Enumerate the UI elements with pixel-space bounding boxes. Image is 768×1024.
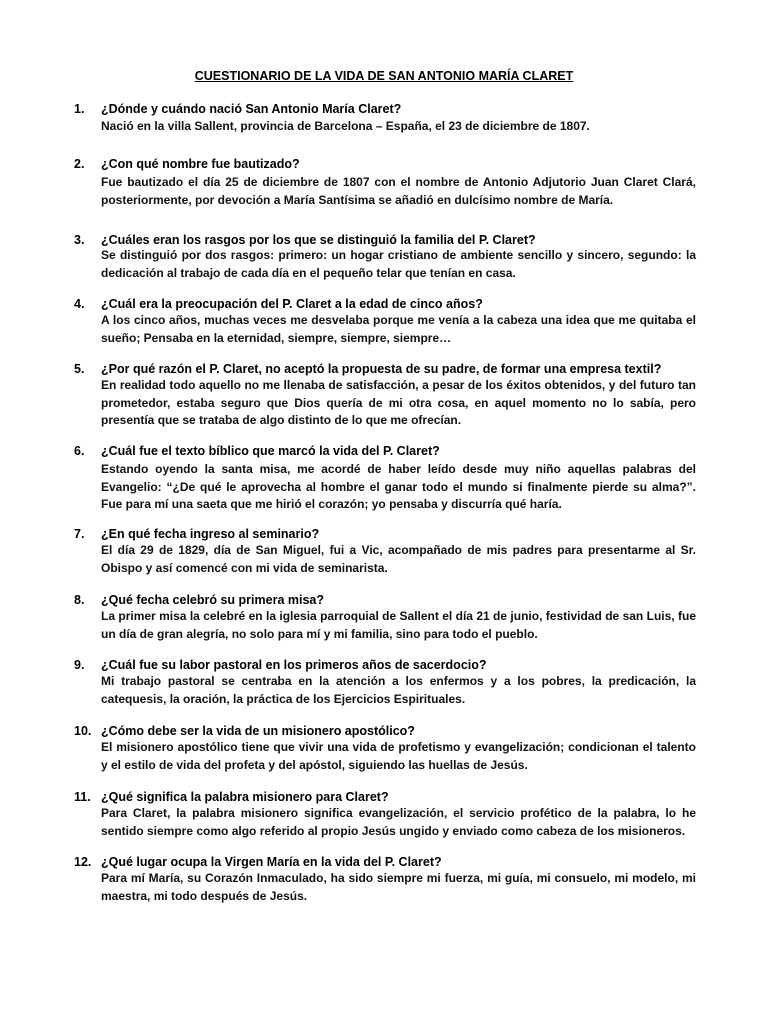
answer-text: La primer misa la celebré en la iglesia parroquial de Sallent el día 21 de junio, festividad de san Luis, fue un día de gran alegría, no solo para mí y mi familia, sino para todo el pueblo. [101,609,696,641]
question-number: 3. [74,233,85,247]
question-number: 8. [74,593,85,607]
question-text: ¿Qué lugar ocupa la Virgen María en la vida del P. Claret? [101,855,442,869]
answer-text: Nació en la villa Sallent, provincia de Barcelona – España, el 23 de diciembre de 1807. [101,119,590,133]
answer-text: Estando oyendo la santa misa, me acordé de haber leído desde muy niño aquellas palabras del Evangelio: “¿De qué le aprovecha al hombre el ganar todo el mundo si finalmente pierde su alma?”. Fue para mí una saeta que me hirió el corazón; yo pensaba y discurría qué haría. [101,462,696,512]
answer-text: Para mí María, su Corazón Inmaculado, ha sido siempre mi fuerza, mi guía, mi consuelo, mi modelo, mi maestra, mi todo después de Jesús. [101,871,696,903]
question-text: ¿Por qué razón el P. Claret, no aceptó la propuesta de su padre, de formar una empresa textil? [101,362,662,376]
answer-text: A los cinco años, muchas veces me desvelaba porque me venía a la cabeza una idea que me quitaba el sueño; Pensaba en la eternidad, siempre, siempre, siempre… [101,313,696,345]
question-text: ¿Qué significa la palabra misionero para Claret? [101,790,389,804]
question-number: 2. [74,157,85,171]
question-text: ¿Cuál era la preocupación del P. Claret a la edad de cinco años? [101,297,483,311]
answer-text: Fue bautizado el día 25 de diciembre de 1807 con el nombre de Antonio Adjutorio Juan Claret Clará, posteriormente, por devoción a María Santísima se añadió en dulcísimo nombre de María. [101,175,696,207]
question-number: 1. [74,102,85,116]
question-number: 9. [74,658,85,672]
question-text: ¿Cuál fue el texto bíblico que marcó la vida del P. Claret? [101,444,440,458]
answer-text: Se distinguió por dos rasgos: primero: un hogar cristiano de ambiente sencillo y sincero, segundo: la dedicación al trabajo de cada día en el pequeño telar que tenían en casa. [101,248,696,280]
question-text: ¿Cuáles eran los rasgos por los que se distinguió la familia del P. Claret? [101,233,536,247]
question-number: 5. [74,362,85,376]
question-number: 12. [74,855,92,869]
question-text: ¿Cómo debe ser la vida de un misionero apostólico? [101,724,415,738]
answer-text: Mi trabajo pastoral se centraba en la atención a los enfermos y a los pobres, la predicación, la catequesis, la oración, la práctica de los Ejercicios Espirituales. [101,674,696,706]
question-number: 7. [74,527,85,541]
question-number: 11. [74,790,91,804]
question-text: ¿Con qué nombre fue bautizado? [101,157,300,171]
question-text: ¿En qué fecha ingreso al seminario? [101,527,320,541]
answer-text: En realidad todo aquello no me llenaba de satisfacción, a pesar de los éxitos obtenidos, y del futuro tan prometedor, estaba seguro que Dios quería de mi otra cosa, en aquel momento no lo sabía, pero presentía que se trataba de algo distinto de lo que me ofrecían. [101,378,696,428]
answer-text: Para Claret, la palabra misionero significa evangelización, el servicio profético de la palabra, lo he sentido siempre como algo referido al propio Jesús ungido y enviado como cabeza de los misioneros. [101,806,696,838]
question-text: ¿Cuál fue su labor pastoral en los primeros años de sacerdocio? [101,658,487,672]
document-title: CUESTIONARIO DE LA VIDA DE SAN ANTONIO MARÍA CLARET [194,69,574,83]
question-number: 10. [74,724,92,738]
question-number: 6. [74,444,85,458]
question-number: 4. [74,297,85,311]
answer-text: El día 29 de 1829, día de San Miguel, fui a Vic, acompañado de mis padres para presentarme al Sr. Obispo y así comencé con mi vida de seminarista. [101,543,696,575]
question-text: ¿Qué fecha celebró su primera misa? [101,593,324,607]
question-text: ¿Dónde y cuándo nació San Antonio María Claret? [101,102,402,116]
answer-text: El misionero apostólico tiene que vivir una vida de profetismo y evangelización; condicionan el talento y el estilo de vida del profeta y del apóstol, siguiendo las huellas de Jesús. [101,740,696,772]
